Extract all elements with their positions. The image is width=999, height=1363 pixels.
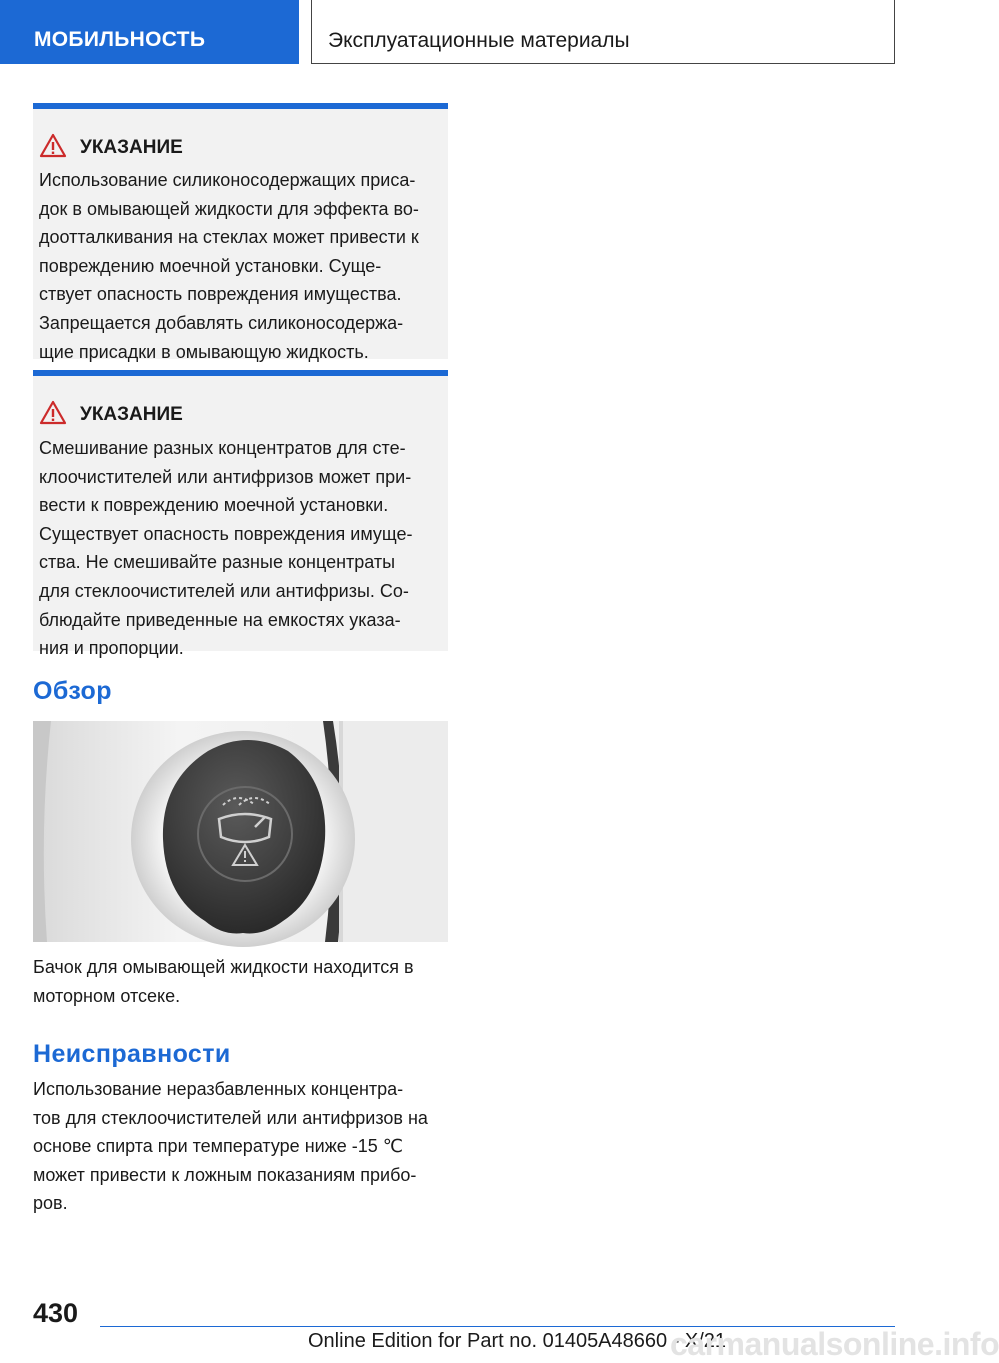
notice-line: Использование силиконосодержащих приса- — [39, 170, 416, 190]
site-watermark: carmanualsonline.info — [670, 1326, 999, 1362]
washer-cap-illustration — [33, 721, 448, 942]
notice-text — [39, 166, 444, 366]
section-heading-overview: Обзор — [33, 677, 112, 705]
header-chapter-label: Эксплуатационные материалы — [328, 29, 630, 52]
notice-line: ствует опасность повреждения имущества. — [39, 284, 402, 305]
warning-triangle-icon — [39, 400, 67, 425]
header-section-tab — [0, 0, 299, 64]
notice-line: для стеклоочистителей или антифризы. Со- — [39, 580, 409, 601]
caption-line: моторном отсеке. — [33, 985, 181, 1006]
warning-triangle-icon — [39, 133, 67, 158]
paragraph-line: тов для стеклоочистителей или антифризов на — [33, 1107, 428, 1128]
notice-title: УКАЗАНИЕ — [80, 137, 183, 158]
notice-box-mixing — [33, 370, 448, 659]
faults-paragraph — [33, 1075, 448, 1218]
header-section-label: МОБИЛЬНОСТЬ — [34, 28, 206, 51]
notice-line: щие присадки в омывающую жидкость. — [39, 341, 369, 362]
notice-line: вести к повреждению моечной установки. — [39, 495, 389, 516]
notice-line: док в омывающей жидкости для эффекта во- — [39, 198, 419, 219]
edition-note: Online Edition for Part no. 01405A48660 - X/21 — [308, 1330, 727, 1352]
notice-line: ния и пропорции. — [39, 638, 184, 659]
notice-text — [39, 434, 444, 663]
paragraph-line: ров. — [33, 1193, 68, 1214]
reservoir-location-caption — [33, 953, 448, 1010]
notice-line: Смешивание разных концентратов для сте- — [39, 438, 406, 458]
washer-reservoir-photo — [33, 721, 448, 942]
header-chapter-box — [311, 0, 895, 64]
paragraph-line: основе спирта при температуре ниже -15 ℃ — [33, 1136, 403, 1157]
notice-line: блюдайте приведенные на емкостях указа- — [39, 609, 401, 630]
notice-line: доотталкивания на стеклах может привести к — [39, 227, 419, 248]
section-heading-faults: Неисправности — [33, 1040, 231, 1068]
notice-line: Существует опасность повреждения имуще- — [39, 523, 413, 544]
paragraph-line: может привести к ложным показаниям прибо- — [33, 1164, 417, 1185]
notice-line: клоочистителей или антифризов может при- — [39, 466, 412, 487]
notice-line: Запрещается добавлять силиконосодержа- — [39, 312, 404, 333]
caption-line: Бачок для омывающей жидкости находится в — [33, 957, 414, 977]
notice-box-silicone — [33, 103, 448, 362]
notice-line: ства. Не смешивайте разные концентраты — [39, 552, 396, 573]
notice-line: повреждению моечной установки. Суще- — [39, 255, 382, 276]
paragraph-line: Использование неразбавленных концентра- — [33, 1079, 404, 1099]
notice-title: УКАЗАНИЕ — [80, 404, 183, 425]
page-number: 430 — [33, 1298, 79, 1328]
